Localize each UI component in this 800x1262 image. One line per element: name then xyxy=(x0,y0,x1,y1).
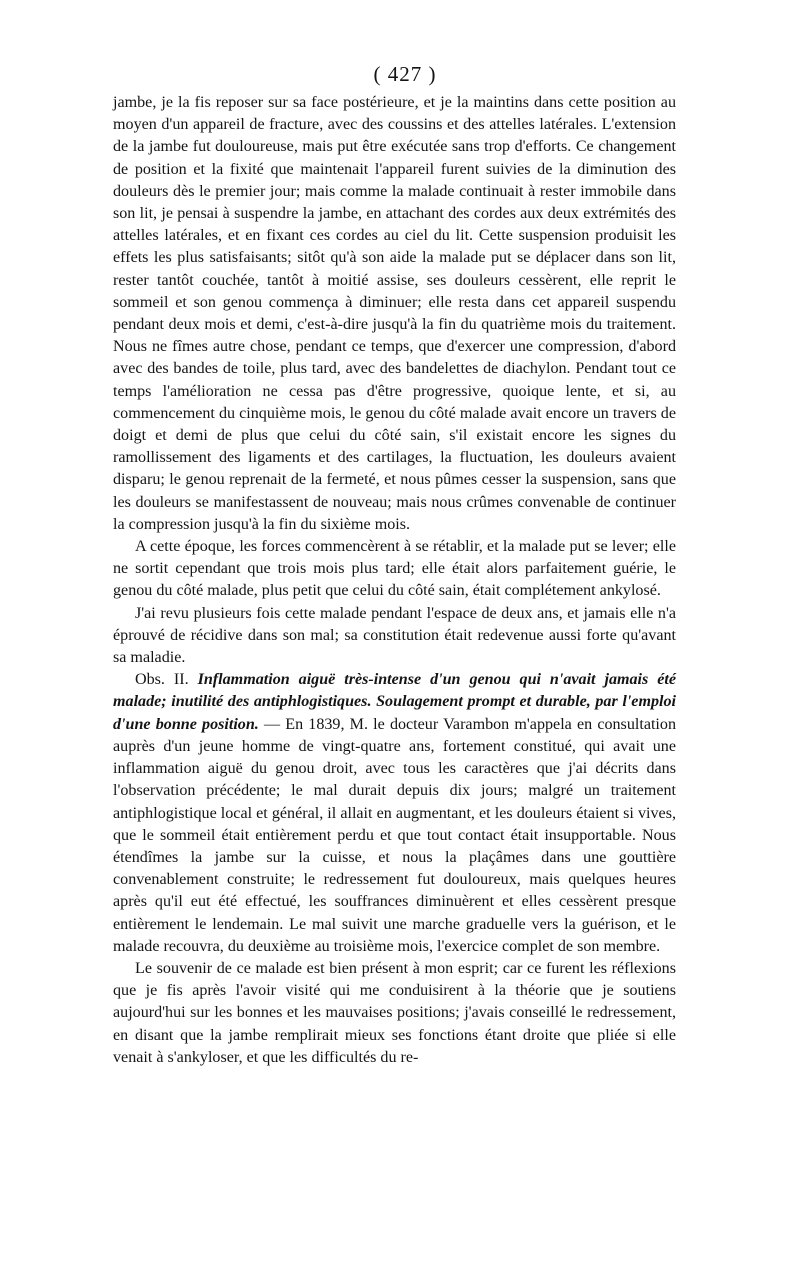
paragraph-1: jambe, je la fis reposer sur sa face postérieure, et je la maintins dans cette position au moyen d'un appareil de fracture, avec des coussins et des attelles latérales. L'extension de la jambe fut douloureuse, mais put être exécutée sans trop d'efforts. Ce changement de position et la fixité que maintenait l'appareil furent suivies de la diminution des douleurs dès le premier jour; mais comme la malade continuait à rester immobile dans son lit, je pensai à suspendre la jambe, en attachant des cordes aux deux extrémités des attelles latérales, et en fixant ces cordes au ciel du lit. Cette suspension produisit les effets les plus satisfaisants; sitôt qu'à son aide la malade put se déplacer dans son lit, rester tantôt couchée, tantôt à moitié assise, ses douleurs cessèrent, elle reprit le sommeil et son genou commença à diminuer; elle resta dans cet appareil suspendu pendant deux mois et demi, c'est-à-dire jusqu'à la fin du quatrième mois du traitement. Nous ne fîmes autre chose, pendant ce temps, que d'exercer une compression, d'abord avec des bandes de toile, plus tard, avec des bandelettes de diachylon. Pendant tout ce temps l'amélioration ne cessa pas d'être progressive, quoique lente, et si, au commencement du cinquième mois, le genou du côté malade avait encore un travers de doigt et demi de plus que celui du côté sain, s'il existait encore les signes du ramollissement des ligaments et des cartilages, la fluctuation, les douleurs avaient disparu; le genou reprenait de la fermeté, et nous pûmes cesser la suspension, sans que les douleurs se manifestassent de nouveau; mais nous crûmes convenable de continuer la compression jusqu'à la fin du sixième mois. xyxy=(113,94,676,533)
observation-body: — En 1839, M. le docteur Varambon m'appela en consultation auprès d'un jeune homme de vingt-quatre ans, fortement constitué, qui avait une inflammation aiguë du genou droit, avec tous les caractères que j'ai décrits dans l'observation précédente; le mal durait depuis dix jours; malgré un traitement antiphlogistique local et général, il allait en augmentant, et les douleurs étaient si vives, que le sommeil était entièrement perdu et que tout contact était insupportable. Nous étendîmes la jambe sur la cuisse, et nous la plaçâmes dans une gouttière convenablement construite; le redressement fut douloureux, mais quelques heures après qu'il eut été effectué, les souffrances diminuèrent et elles cessèrent presque entièrement le lendemain. Le mal suivit une marche graduelle vers la guérison, et le malade recouvra, du deuxième au troisième mois, l'exercice complet de son membre. xyxy=(113,715,676,955)
observation-label: Obs. II. xyxy=(135,671,189,689)
body-text xyxy=(113,92,676,1069)
paragraph-5: Le souvenir de ce malade est bien présent à mon esprit; car ce furent les réflexions que je fis après l'avoir visité qui me conduisirent à la théorie que je soutiens aujourd'hui sur les bonnes et les mauvaises positions; j'avais conseillé le redressement, en disant que la jambe remplirait mieux ses fonctions étant droite que pliée si elle venait à s'ankyloser, et que les difficultés du re- xyxy=(113,959,676,1066)
paragraph-observation-2 xyxy=(113,669,676,958)
paragraph-2: A cette époque, les forces commencèrent à se rétablir, et la malade put se lever; elle ne sortit cependant que trois mois plus tard; elle était alors parfaitement guérie, le genou du côté malade, plus petit que celui du côté sain, était complétement ankylosé. xyxy=(113,538,676,600)
paragraph-3: J'ai revu plusieurs fois cette malade pendant l'espace de deux ans, et jamais elle n'a éprouvé de récidive dans son mal; sa constitution était redevenue aussi forte qu'avant sa maladie. xyxy=(113,604,676,667)
observation-title: Inflammation aiguë très-intense d'un genou qui n'avait jamais été malade; inutilité des antiphlogistiques. Soulagement prompt et durable, par l'emploi d'une bonne position. xyxy=(113,671,676,733)
page-number: ( 427 ) xyxy=(373,62,437,86)
